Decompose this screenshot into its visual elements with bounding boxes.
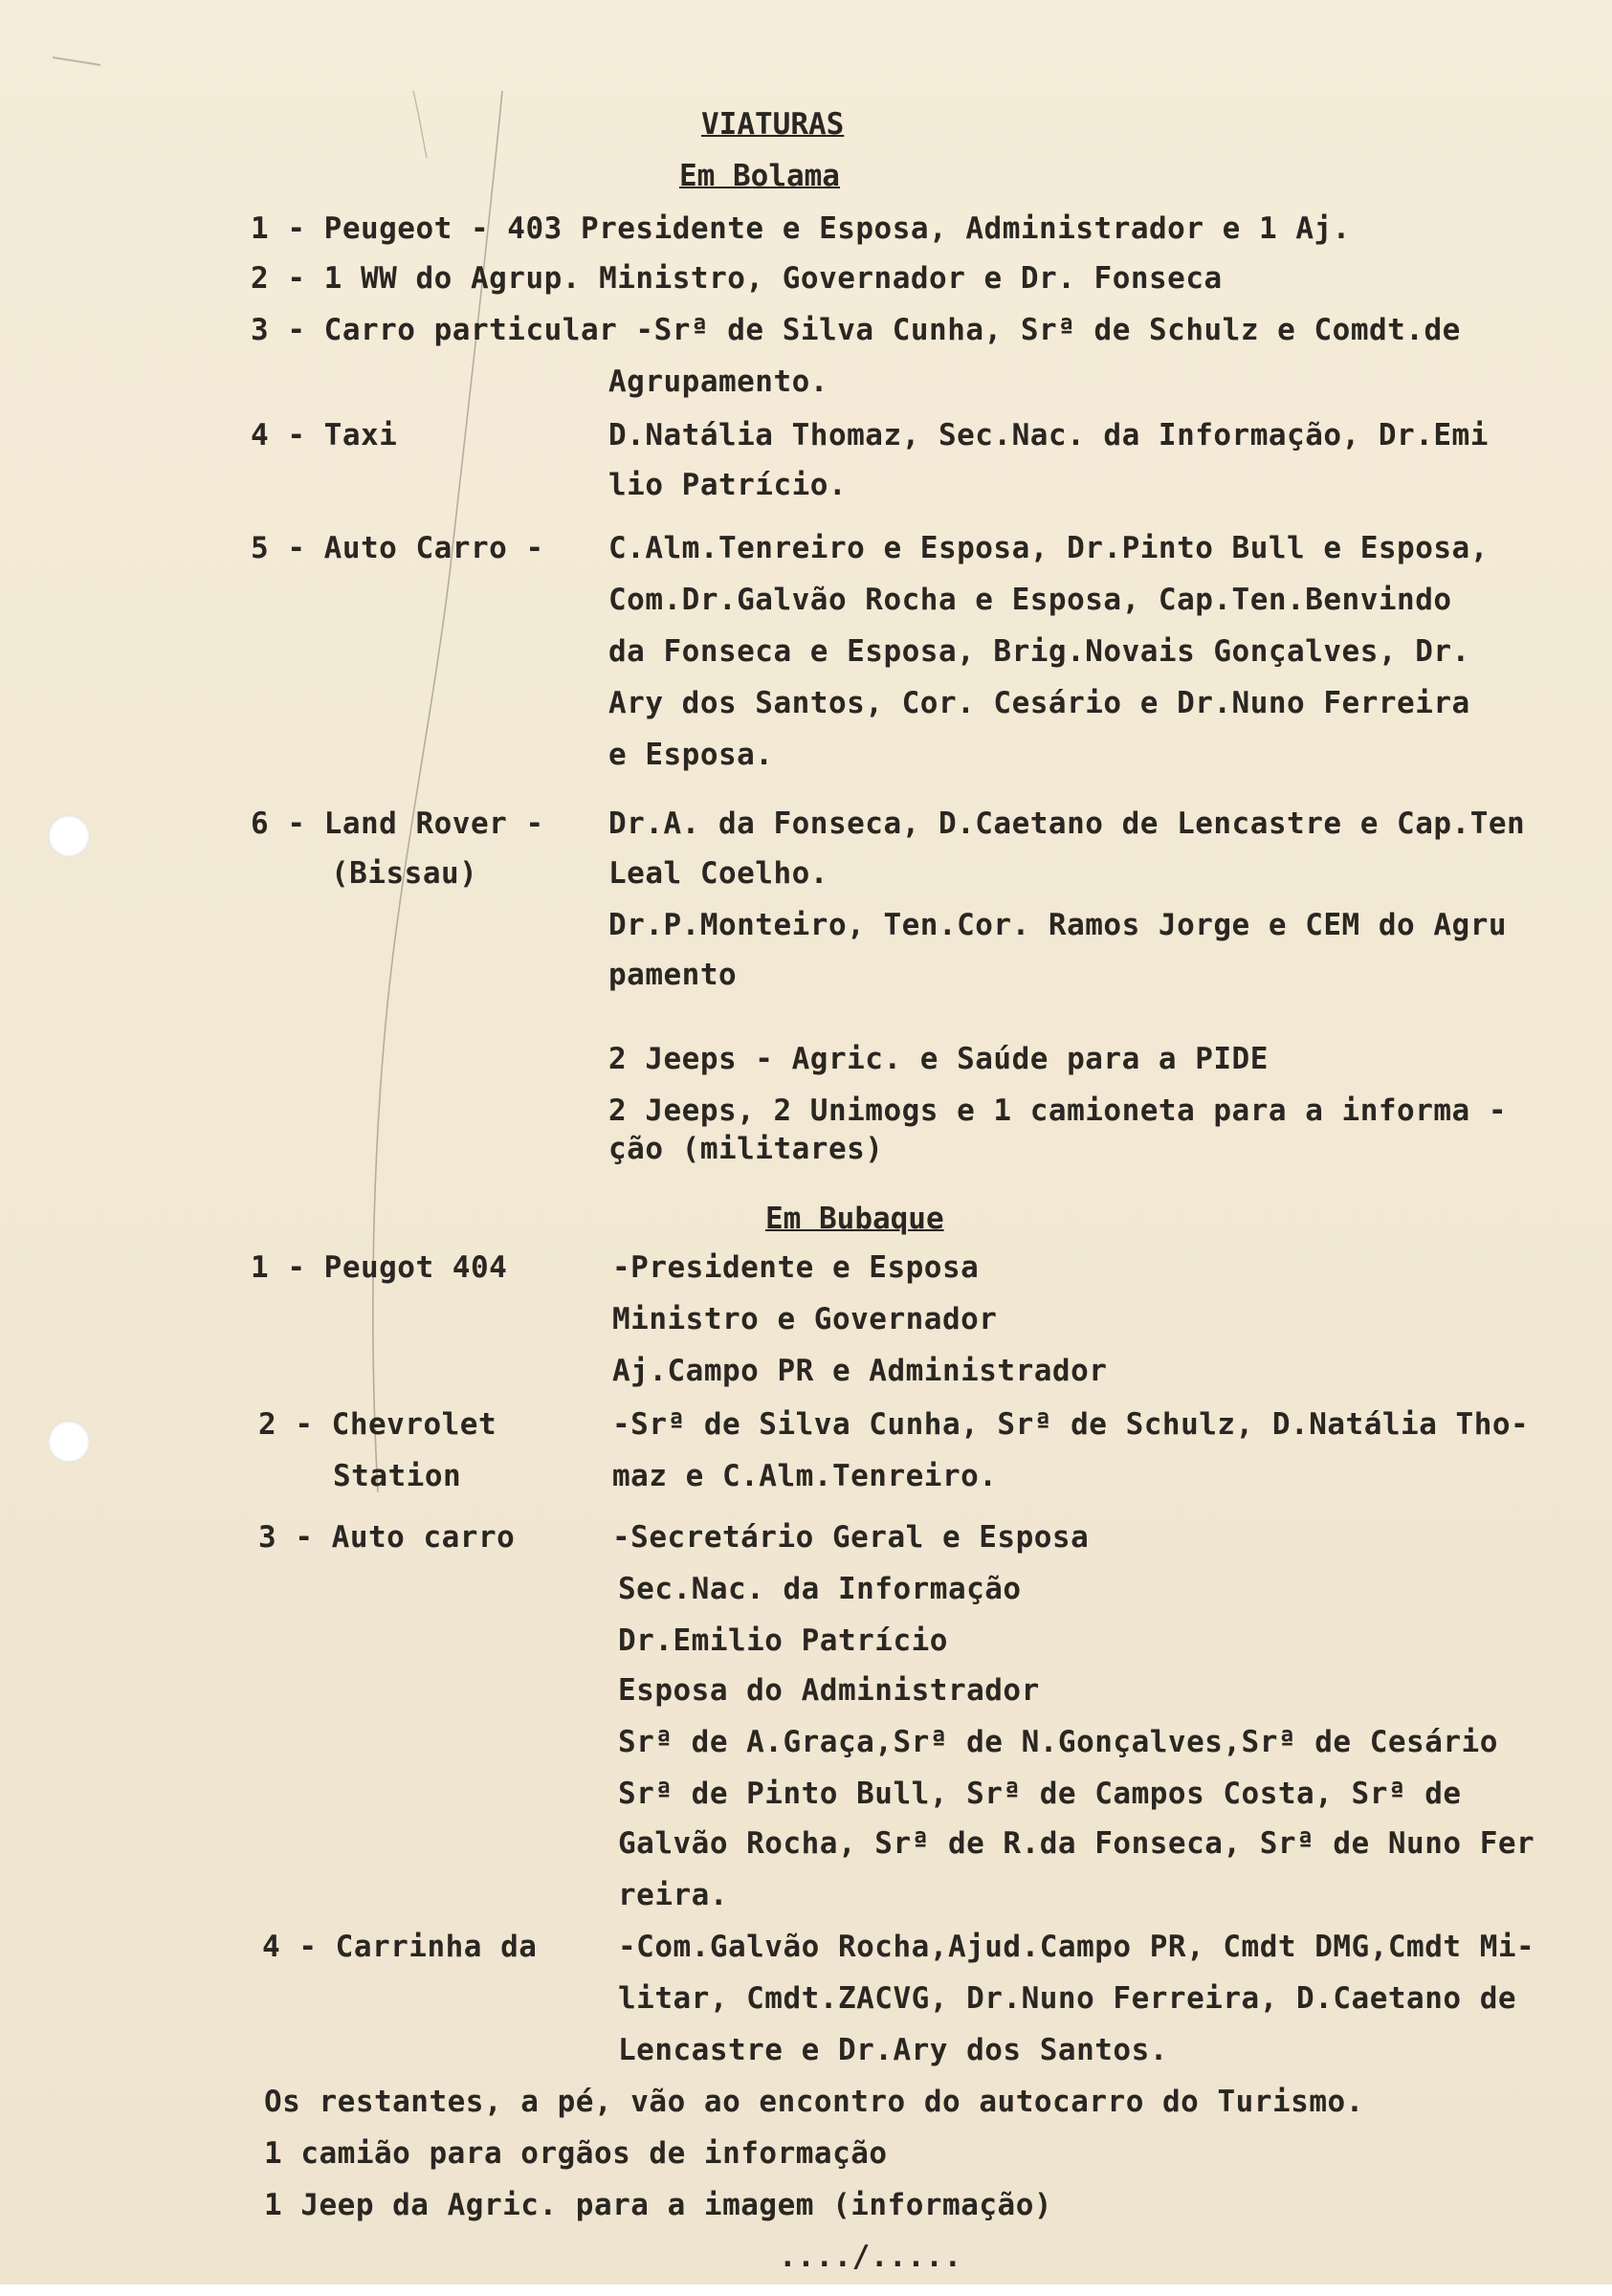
closing-end-mark: ..../..... [779,2240,962,2274]
bolama-line-3: 3 - Carro particular -Srª de Silva Cunha, Srª de Schulz e Comdt.de [251,313,1461,347]
bubaque-line-3-text: -Secretário Geral e Esposa [612,1520,1090,1555]
bolama-line-5-cont-2: da Fonseca e Esposa, Brig.Novais Gonçalves, Dr. [608,634,1470,669]
bubaque-line-3-cont-4: Srª de A.Graça,Srª de N.Gonçalves,Srª de Cesário [618,1725,1498,1759]
bubaque-line-3-cont-2: Dr.Emilio Patrício [618,1623,948,1658]
bolama-line-1: 1 - Peugeot - 403 Presidente e Esposa, Administrador e 1 Aj. [251,211,1351,246]
bolama-line-4-cont: lio Patrício. [608,468,848,502]
bubaque-line-1-cont-1: Ministro e Governador [612,1302,998,1336]
bubaque-line-2-text: -Srª de Silva Cunha, Srª de Schulz, D.Natália Tho- [612,1407,1530,1442]
bubaque-line-1-text: -Presidente e Esposa [612,1250,980,1285]
closing-line-1: Os restantes, a pé, vão ao encontro do autocarro do Turismo. [264,2085,1364,2119]
bubaque-line-4-cont-1: litar, Cmdt.ZACVG, Dr.Nuno Ferreira, D.Caetano de [618,1981,1517,2016]
bubaque-line-4-cont-2: Lencastre e Dr.Ary dos Santos. [618,2033,1168,2067]
bolama-line-6-cont-1: Leal Coelho. [608,856,828,891]
bubaque-line-3-cont-5: Srª de Pinto Bull, Srª de Campos Costa, Srª de [618,1777,1462,1811]
bolama-line-6-cont-3: pamento [608,958,738,992]
bolama-line-5-label: 5 - Auto Carro - [251,531,544,565]
bubaque-line-4-text: -Com.Galvão Rocha,Ajud.Campo PR, Cmdt DMG,Cmdt Mi- [618,1930,1535,1964]
bubaque-line-3-cont-3: Esposa do Administrador [618,1673,1040,1708]
section-heading-bolama: Em Bolama [679,159,840,193]
bolama-jeeps-1: 2 Jeeps - Agric. e Saúde para a PIDE [608,1042,1269,1076]
bolama-line-4-label: 4 - Taxi [251,418,398,453]
closing-line-2: 1 camião para orgãos de informação [264,2136,888,2171]
bubaque-line-4-label: 4 - Carrinha da [262,1930,538,1964]
bolama-line-5-cont-3: Ary dos Santos, Cor. Cesário e Dr.Nuno Ferreira [608,686,1470,720]
bubaque-line-2-cont: maz e C.Alm.Tenreiro. [612,1459,998,1493]
bolama-line-2: 2 - 1 WW do Agrup. Ministro, Governador e Dr. Fonseca [251,261,1223,296]
bolama-jeeps-2: 2 Jeeps, 2 Unimogs e 1 camioneta para a informa - [608,1093,1508,1128]
punch-hole-bottom [48,1421,90,1463]
bolama-line-3-cont: Agrupamento. [608,364,828,399]
bolama-line-6-cont-2: Dr.P.Monteiro, Ten.Cor. Ramos Jorge e CEM do Agru [608,908,1508,942]
bolama-line-5-cont-1: Com.Dr.Galvão Rocha e Esposa, Cap.Ten.Benvindo [608,583,1452,617]
bolama-line-6-label: 6 - Land Rover - [251,806,544,841]
closing-line-3: 1 Jeep da Agric. para a imagem (informação) [264,2188,1053,2222]
punch-hole-top [48,815,90,857]
bubaque-line-3-label: 3 - Auto carro [258,1520,516,1555]
bubaque-line-3-cont-1: Sec.Nac. da Informação [618,1572,1022,1606]
bubaque-line-2-label: 2 - Chevrolet [258,1407,497,1442]
bubaque-line-3-cont-6: Galvão Rocha, Srª de R.da Fonseca, Srª de Nuno Fer [618,1826,1535,1861]
bubaque-line-3-cont-7: reira. [618,1878,728,1912]
bolama-line-5-text: C.Alm.Tenreiro e Esposa, Dr.Pinto Bull e Esposa, [608,531,1489,565]
bolama-jeeps-2-cont: ção (militares) [608,1132,884,1166]
bolama-line-5-cont-4: e Esposa. [608,738,774,772]
bubaque-line-2-sub: Station [333,1459,462,1493]
bolama-line-6-sub: (Bissau) [331,856,478,891]
bolama-line-4-text: D.Natália Thomaz, Sec.Nac. da Informação, Dr.Emi [608,418,1489,453]
section-heading-bubaque: Em Bubaque [765,1202,944,1236]
bubaque-line-1-cont-2: Aj.Campo PR e Administrador [612,1354,1108,1388]
document-title: VIATURAS [701,107,845,142]
scan-border [0,2285,1612,2296]
bolama-line-6-text: Dr.A. da Fonseca, D.Caetano de Lencastre e Cap.Ten [608,806,1526,841]
bubaque-line-1-label: 1 - Peugot 404 [251,1250,508,1285]
